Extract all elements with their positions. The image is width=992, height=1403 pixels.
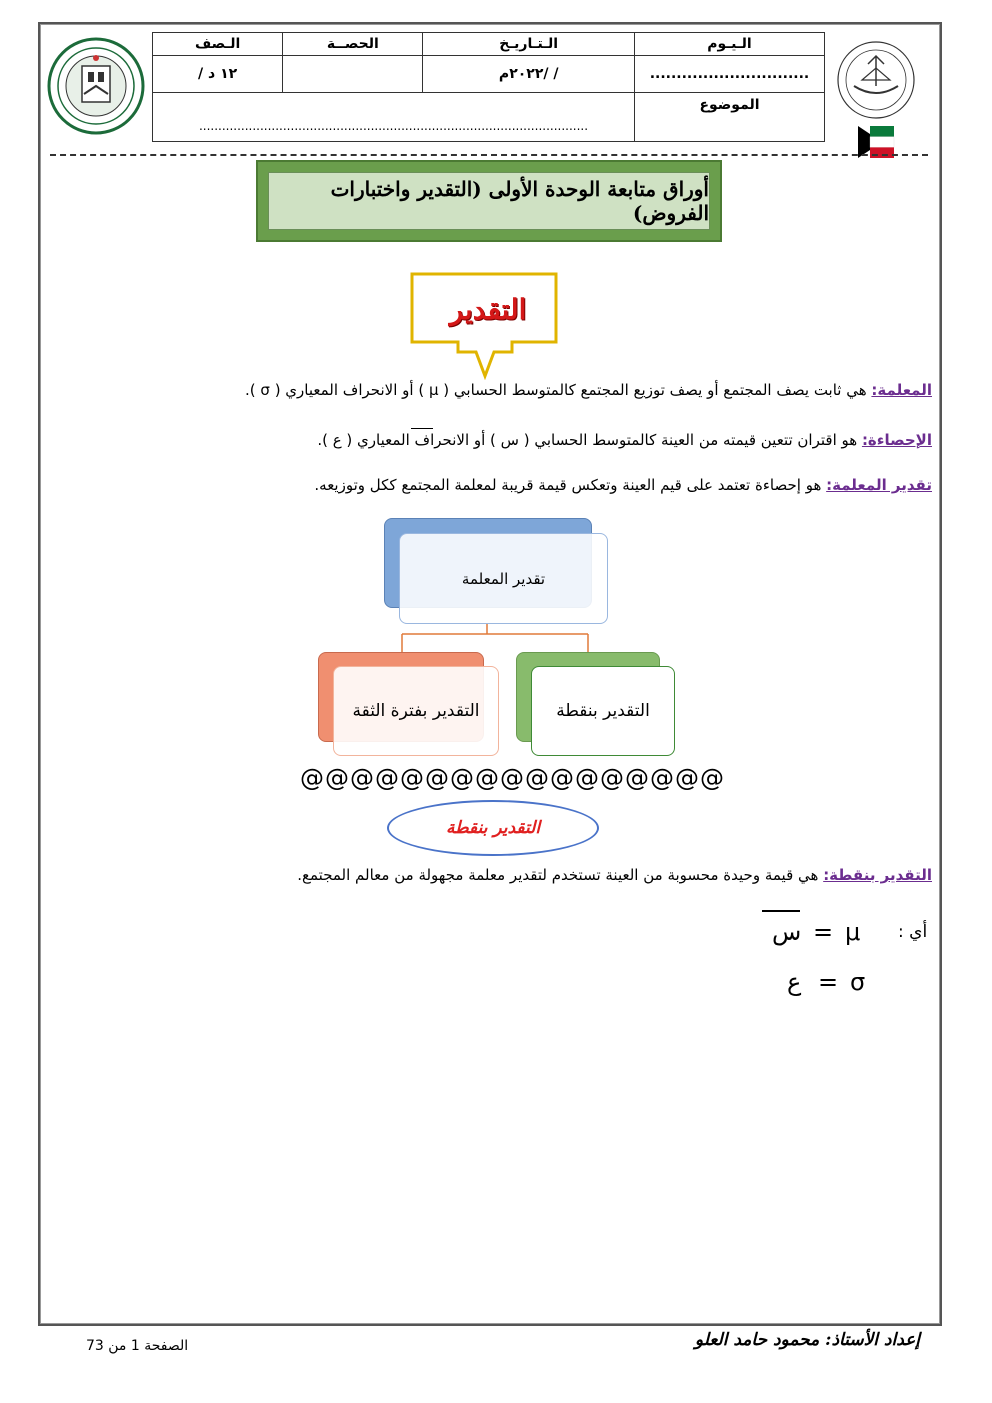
unit-banner [256, 160, 722, 242]
point-term: التقدير بنقطة: [823, 866, 932, 884]
date-value[interactable]: / /٢٠٢٢م [423, 56, 635, 93]
formula-xbar: س [772, 918, 802, 946]
parameter-text: هي ثابت يصف المجتمع أو يصف توزيع المجتمع كالمتوسط الحسابي ( μ ) أو الانحراف المعياري ( σ ). [245, 381, 872, 399]
day-label: الـيـوم [634, 33, 824, 56]
period-value[interactable] [283, 56, 423, 93]
formula-s: ع [787, 968, 802, 996]
section-title: التقدير [449, 292, 527, 326]
header-divider [50, 154, 928, 156]
separator-line: @@@@@@@@@@@@@@@@@ [300, 764, 725, 792]
point-text: هي قيمة وحيدة محسوبة من العينة تستخدم لتقدير معلمة مجهولة من معالم المجتمع. [297, 866, 824, 884]
definition-estimate [314, 476, 932, 494]
date-label: الـتـاريـخ [423, 33, 635, 56]
kuwait-emblem-icon [828, 38, 924, 158]
formula-sigma: σ [850, 968, 866, 996]
school-logo-icon [46, 36, 146, 136]
definition-point [297, 866, 932, 884]
class-value[interactable]: ١٢ د / [153, 56, 283, 93]
definition-statistic [317, 431, 932, 449]
page-number: الصفحة 1 من 73 [86, 1338, 189, 1354]
subject-label: الموضوع [634, 93, 824, 142]
estimate-term: تقدير المعلمة: [826, 476, 932, 494]
point-estimate-oval: التقدير بنقطة [387, 800, 599, 856]
statistic-term: الإحصاءة: [861, 431, 932, 449]
author-credit: إعداد الأستاذ: محمود حامد العلو [694, 1330, 920, 1350]
formula-mu: μ [845, 918, 861, 946]
point-estimate-label: التقدير بنقطة [556, 701, 650, 721]
xbar-overline [411, 428, 433, 429]
parameter-term: المعلمة: [871, 381, 932, 399]
formula-prefix: أي : [898, 922, 928, 942]
formula-eq-1: = [813, 918, 834, 946]
header-table [152, 32, 825, 142]
confidence-interval-label: التقدير بفترة الثقة [352, 701, 480, 721]
definition-parameter [245, 381, 932, 399]
unit-banner-title: أوراق متابعة الوحدة الأولى (التقدير واختبارات الفروض) [268, 172, 710, 230]
estimate-text: هو إحصاءة تعتمد على قيم العينة وتعكس قيمة قريبة لمعلمة المجتمع ككل وتوزيعه. [314, 476, 827, 494]
subject-value[interactable]: ...................................................................................................... [153, 93, 635, 142]
class-label: الـصف [153, 33, 283, 56]
formula-eq-2: = [818, 968, 839, 996]
root-box-label: تقدير المعلمة [461, 569, 546, 588]
statistic-text: هو اقتران تتعين قيمته من العينة كالمتوسط الحسابي ( س ) أو الانحراف المعياري ( ع ). [317, 431, 862, 449]
formula-overline [762, 910, 800, 912]
period-label: الحصــة [283, 33, 423, 56]
day-value[interactable]: .............................. [634, 56, 824, 93]
